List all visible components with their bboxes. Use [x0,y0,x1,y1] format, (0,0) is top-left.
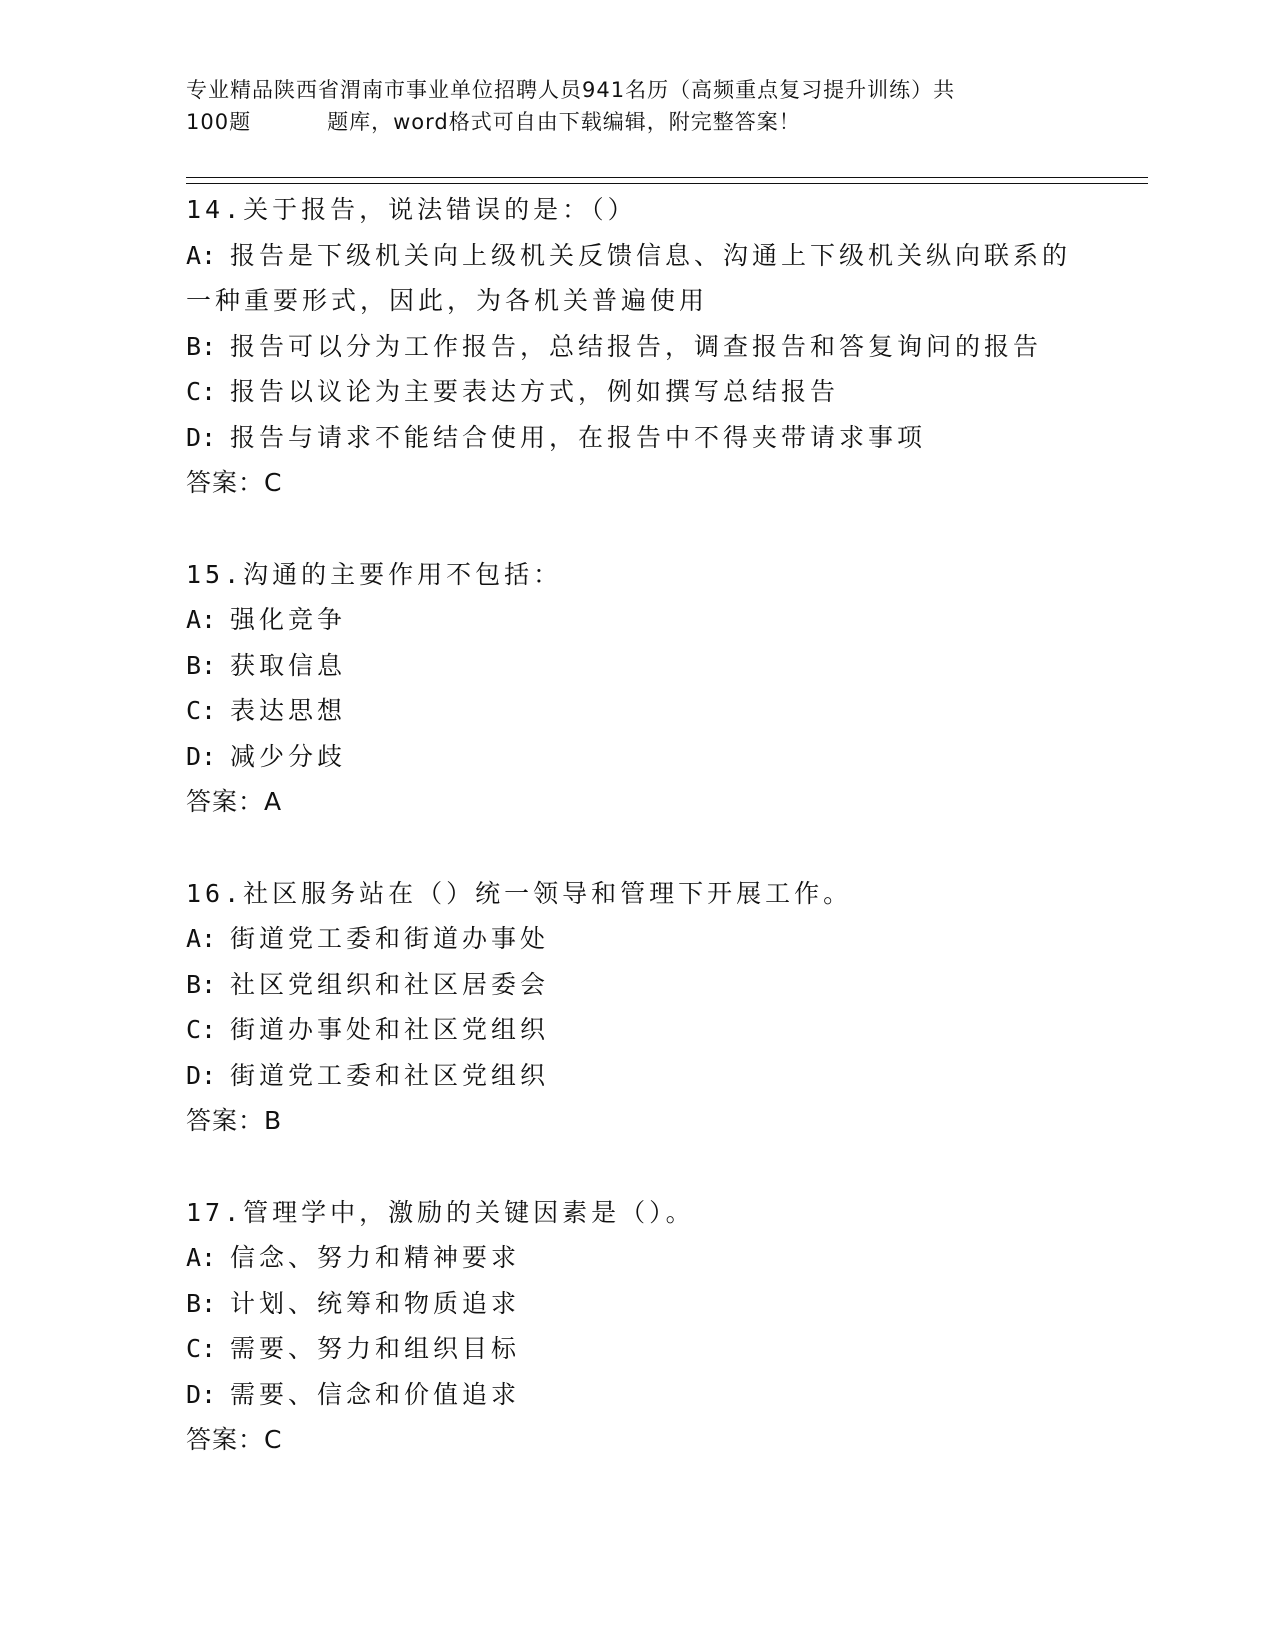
question-15 [186,552,1126,825]
option-d [186,1372,1126,1418]
option-a-continuation: 一种重要形式，因此，为各机关普遍使用 [186,286,709,315]
option-text: 街道办事处和社区党组织 [230,1015,550,1044]
option-label: A: [186,924,217,953]
option-label: B: [186,650,217,680]
option-text: 减少分歧 [230,741,347,771]
option-text: 获取信息 [230,650,347,680]
question-stem: 14.关于报告，说法错误的是：（） [186,195,637,224]
option-label: B: [186,969,217,999]
option-text: 信念、努力和精神要求 [230,1243,521,1272]
option-d [186,734,1126,780]
option-label: A: [186,1243,217,1272]
answer: 答案：C [186,1425,283,1454]
header-title-line-1: 专业精品陕西省渭南市事业单位招聘人员941名历（高频重点复习提升训练）共 [186,78,956,102]
option-label: B: [186,1288,217,1318]
option-label: C: [186,696,217,725]
header-divider-top [186,177,1148,178]
option-text: 报告以议论为主要表达方式，例如撰写总结报告 [230,377,840,406]
option-label: C: [186,1334,217,1363]
option-text: 报告可以分为工作报告，总结报告，调查报告和答复询问的报告 [230,331,1043,361]
option-a [186,233,1126,279]
option-label: D: [186,741,217,771]
question-list [186,187,1126,1509]
answer: 答案：B [186,1106,283,1135]
question-16 [186,871,1126,1144]
option-text: 街道党工委和街道办事处 [230,924,550,953]
option-a [186,916,1126,962]
option-label: B: [186,331,217,361]
option-text: 表达思想 [230,696,347,725]
header-title-line-2 [186,106,1076,138]
option-label: D: [186,1060,217,1090]
question-stem: 17.管理学中，激励的关键因素是（）。 [186,1197,695,1227]
option-text: 计划、统筹和物质追求 [230,1288,521,1318]
option-b [186,643,1126,689]
option-a [186,597,1126,643]
question-14 [186,187,1126,506]
document-header [186,74,1076,138]
answer: 答案：C [186,468,283,497]
option-text: 需要、努力和组织目标 [230,1334,521,1363]
option-b [186,324,1126,370]
option-c [186,688,1126,734]
question-stem: 16.社区服务站在（）统一领导和管理下开展工作。 [186,878,853,908]
option-label: A: [186,240,217,270]
option-d [186,1053,1126,1099]
option-a [186,1235,1126,1281]
option-b [186,1281,1126,1327]
option-label: D: [186,1379,217,1409]
option-label: C: [186,1015,217,1044]
option-c [186,1326,1126,1372]
option-text: 街道党工委和社区党组织 [230,1060,550,1090]
answer: 答案：A [186,787,283,816]
option-text: 强化竞争 [230,605,347,634]
header-divider-bottom [186,183,1148,184]
option-c [186,369,1126,415]
question-stem: 15.沟通的主要作用不包括： [186,559,563,589]
option-label: C: [186,377,217,406]
option-label: A: [186,605,217,634]
header-description: 题库，word格式可自由下载编辑，附完整答案！ [327,110,801,134]
option-c [186,1007,1126,1053]
option-b [186,962,1126,1008]
option-d [186,415,1126,461]
option-text: 需要、信念和价值追求 [230,1379,521,1409]
header-question-count: 100题 [186,110,252,134]
option-label: D: [186,422,217,452]
option-text: 社区党组织和社区居委会 [230,969,550,999]
option-text: 报告与请求不能结合使用，在报告中不得夹带请求事项 [230,422,927,452]
option-text: 报告是下级机关向上级机关反馈信息、沟通上下级机关纵向联系的 [230,240,1072,270]
question-17 [186,1190,1126,1463]
